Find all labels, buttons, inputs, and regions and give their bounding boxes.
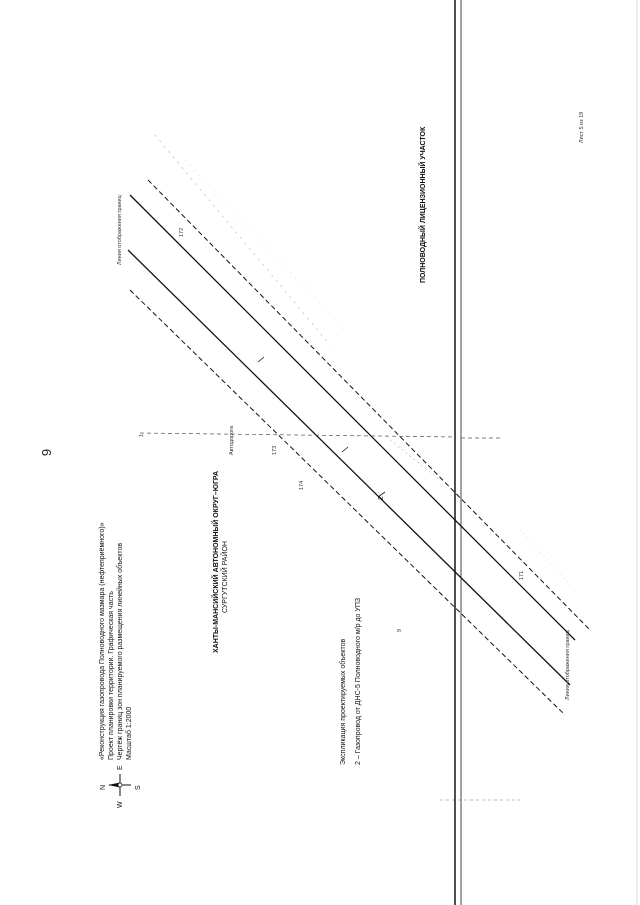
road-note-label: Автодорога	[229, 425, 235, 455]
sheet-label: Лист 5 из 19	[579, 111, 585, 143]
boundary-label-bottom: Линия отображения границ	[565, 630, 571, 700]
corridor-solid-1	[130, 195, 575, 640]
faint-hatch	[520, 530, 575, 590]
corridor-tick	[342, 447, 348, 452]
compass-n-label: N	[100, 784, 107, 790]
header-line: «Реконструкция газопровода Полноводного мазмара (нефтеприёмного)»	[99, 522, 106, 760]
compass-rose-icon	[108, 774, 131, 796]
misc-label: 9	[397, 628, 403, 632]
region-title: ХАНТЫ-МАНСИЙСКИЙ АВТОНОМНЫЙ ОКРУГ–ЮГРА	[213, 470, 220, 653]
compass-s-label: S	[135, 785, 142, 790]
point-label: 172	[179, 227, 185, 237]
faint-hatch	[390, 440, 440, 480]
area-label: ПОЛНОВОДНЫЙ ЛИЦЕНЗИОННЫЙ УЧАСТОК	[420, 126, 427, 283]
point-label: 173	[272, 445, 278, 455]
compass-e-label: E	[117, 765, 124, 770]
faint-hatch	[155, 135, 330, 345]
page-number: 9	[39, 448, 55, 457]
faint-hatch	[185, 160, 345, 330]
point-label: 171	[519, 570, 525, 580]
corridor-tick	[258, 357, 264, 362]
region-district: СУРГУТСКИЙ РАЙОН	[222, 541, 229, 613]
compass-w-label: W	[117, 801, 124, 808]
corridor-solid-2	[128, 250, 570, 685]
misc-label: 1:	[139, 432, 145, 437]
legend-title: Экспликация проектируемых объектов	[340, 638, 347, 765]
boundary-label-top: Линия отображения границ	[117, 195, 123, 265]
header-line: Чертёж границ зон планируемого размещения линейных объектов	[117, 542, 124, 760]
legend-item: 2 – Газопровод от ДНС-5 Полноводного м/р до УПЗ	[355, 597, 362, 765]
point-label: 174	[299, 480, 305, 490]
boundary-dashed	[140, 433, 455, 437]
header-line: Масштаб 1:2000	[126, 706, 133, 760]
corridor-dashed-2	[130, 290, 565, 715]
header-line: Проект планировки территории. Графическая часть	[108, 591, 115, 760]
object-number-label: 2	[378, 496, 385, 500]
